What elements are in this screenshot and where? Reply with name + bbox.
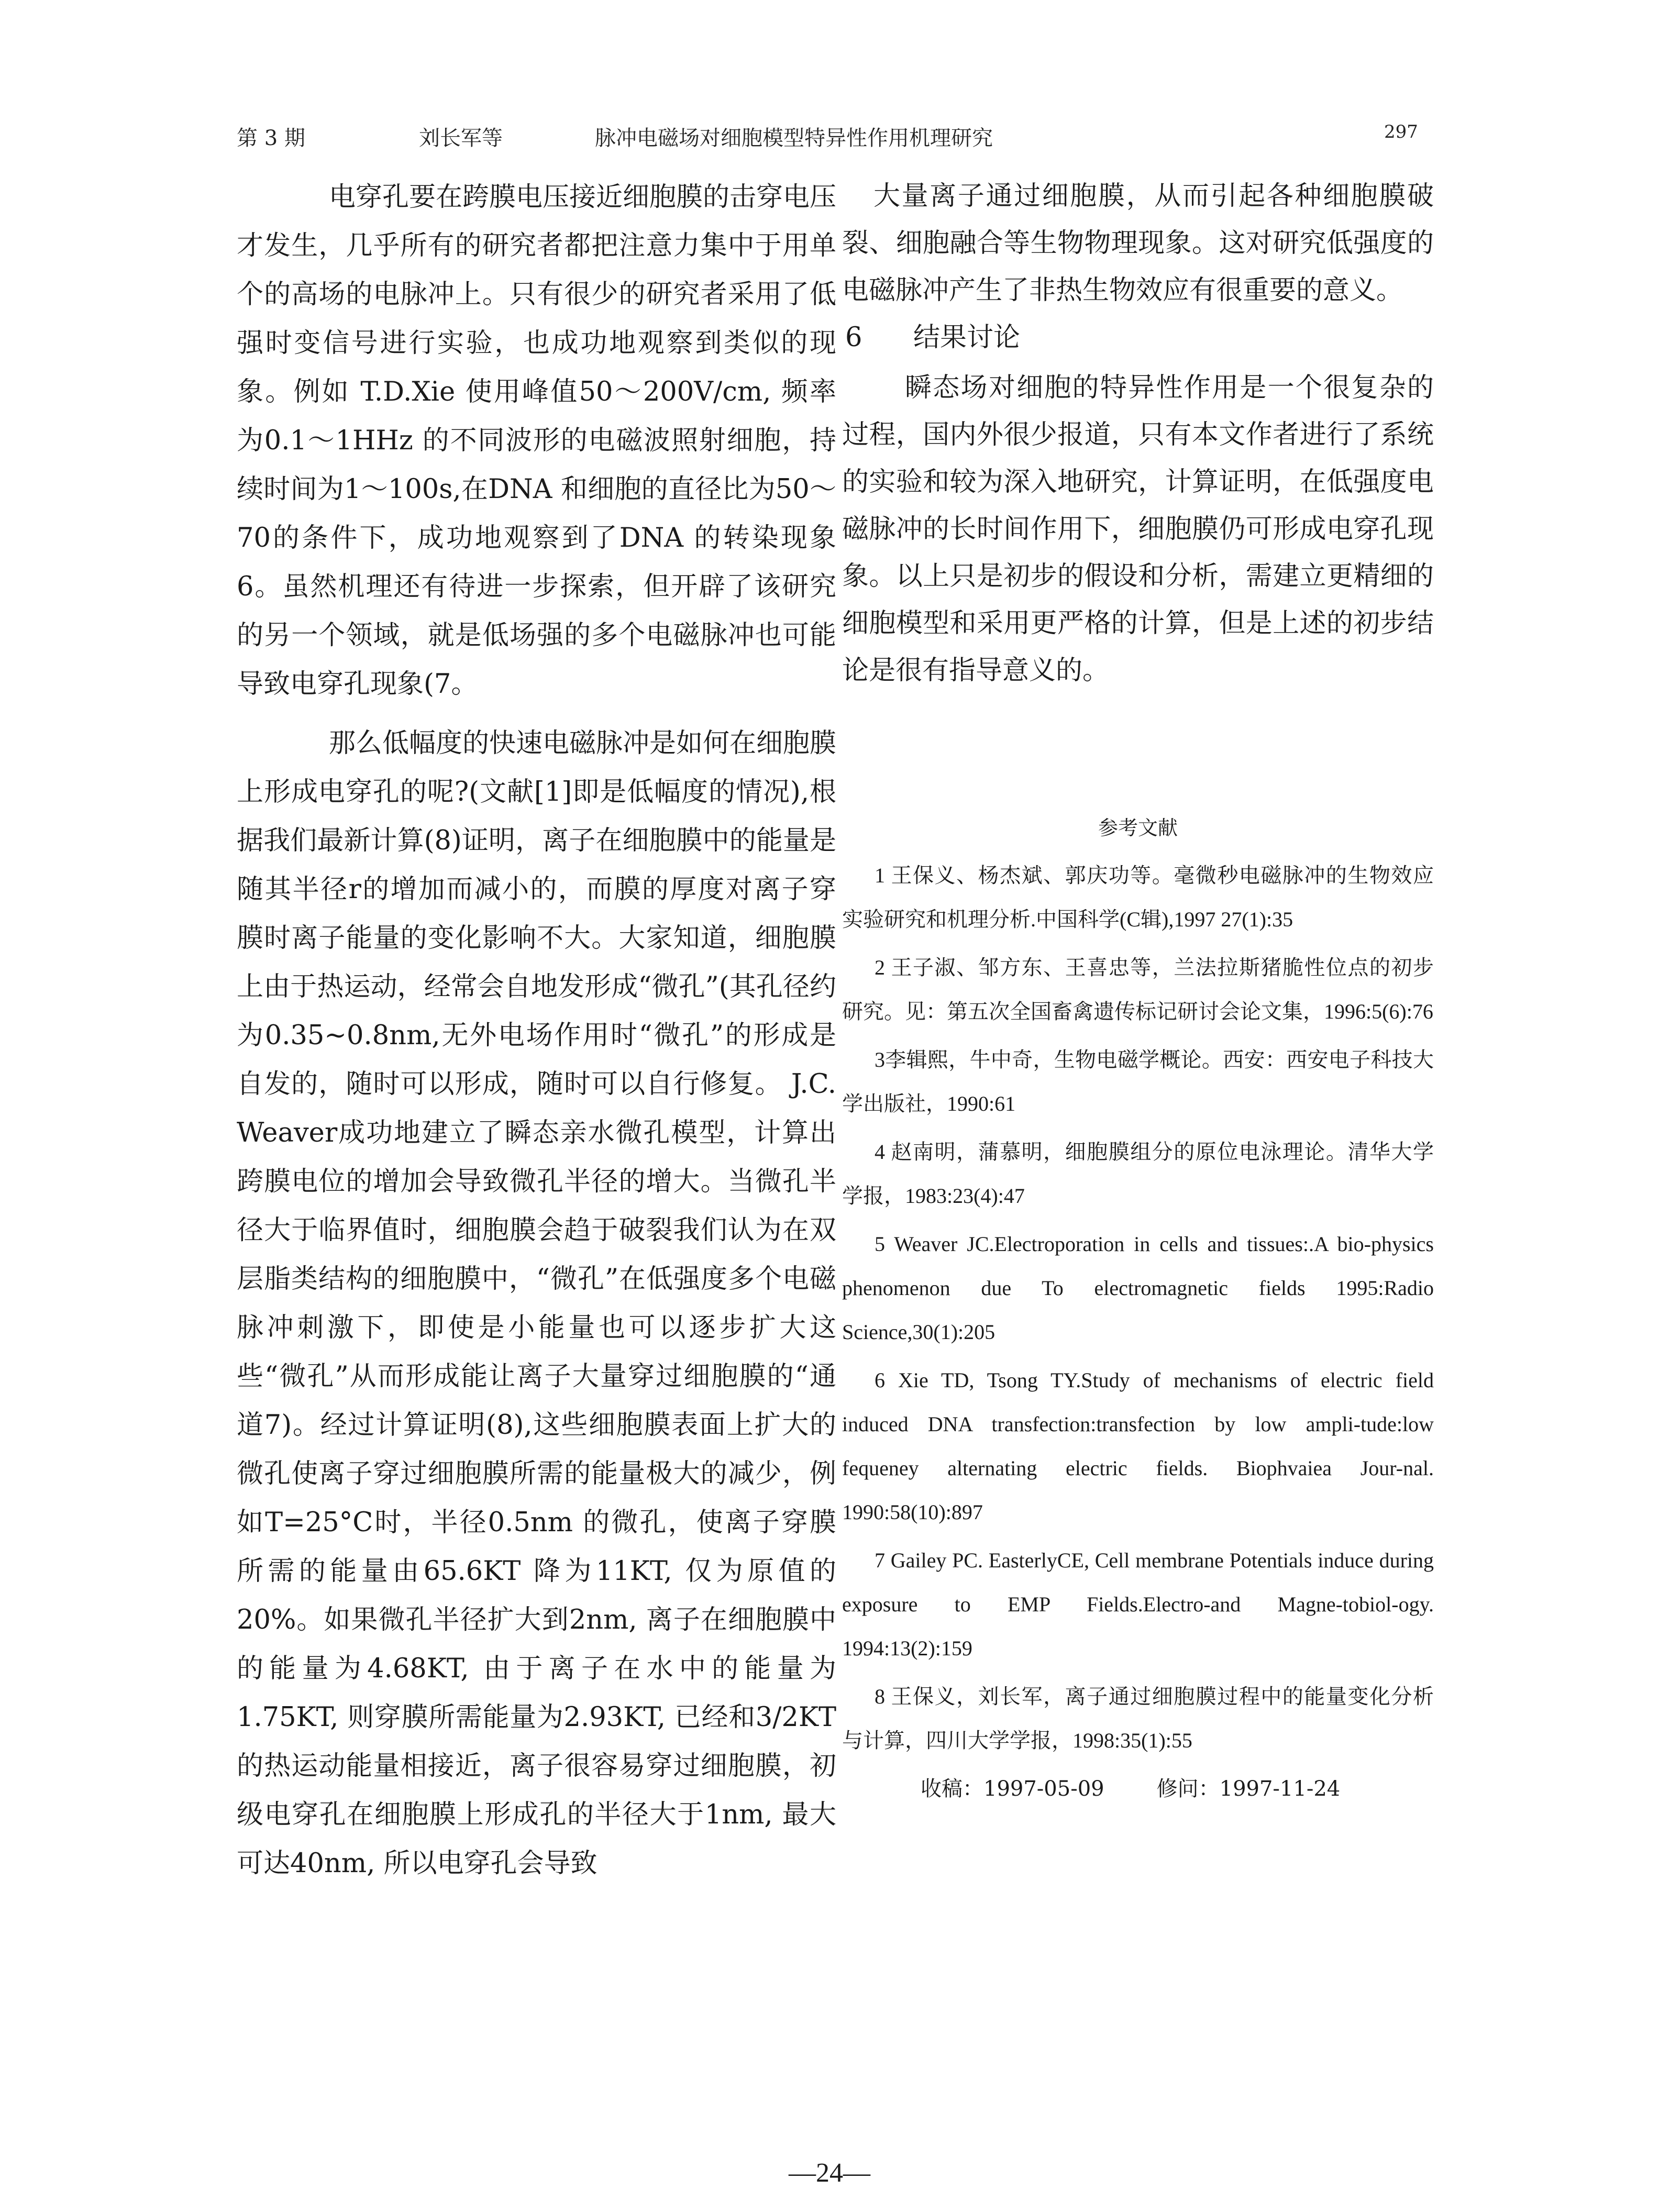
section-title: 结果讨论 (913, 322, 1021, 353)
body-paragraph: 电穿孔要在跨膜电压接近细胞膜的击穿电压才发生，几乎所有的研究者都把注意力集中于用单个的高场的电脉冲上。只有很少的研究者采用了低强时变信号进行实验，也成功地观察到类似的现象。例如 T.D.Xie 使用峰值50～200V/cm, 频率为0.1～1HHz 的不同波形的电磁波照射细胞，持续时间为1～100s,在DNA 和细胞的直径比为50～70的条件下，成功地观察到了DNA 的转染现象6。虽然机理还有待进一步探索，但开辟了该研究的另一个领域，就是低场强的多个电磁脉冲也可能导致电穿孔现象(7。 (237, 182, 837, 700)
reference-item: 3李辑熙，牛中奇，生物电磁学概论。西安：西安电子科技大学出版社，1990:61 (842, 1048, 1434, 1115)
header-authors: 刘长军等 (419, 126, 503, 150)
references-title: 参考文献 (1098, 816, 1178, 839)
reference-item: 5 Weaver JC.Electroporation in cells and tissues:.A bio-physics phenomenon due To electromagnetic fields 1995:Radio Science,30(1):205 (842, 1232, 1434, 1344)
manuscript-dates (842, 1768, 1434, 1810)
received-date: 收稿：1997-05-09 (921, 1777, 1104, 1801)
section-heading (842, 314, 1434, 361)
running-header (0, 121, 1659, 158)
left-column (237, 173, 836, 1888)
footer-page-number: —24— (789, 2158, 870, 2188)
body-paragraph: 瞬态场对细胞的特异性作用是一个很复杂的过程，国内外很少报道，只有本文作者进行了系统的实验和较为深入地研究，计算证明，在低强度电磁脉冲的长时间作用下，细胞膜仍可形成电穿孔现象。以上只是初步的假设和分析，需建立更精细的细胞模型和采用更严格的计算，但是上述的初步结论是很有指导意义的。 (842, 372, 1434, 686)
reference-item: 4 赵南明，蒲慕明，细胞膜组分的原位电泳理论。清华大学学报，1983:23(4):47 (842, 1140, 1434, 1208)
reference-item: 8 王保义，刘长军，离子通过细胞膜过程中的能量变化分析与计算，四川大学学报，1998:35(1):55 (842, 1685, 1434, 1752)
reference-item: 7 Gailey PC. EasterlyCE, Cell membrane Potentials induce during exposure to EMP Fields.Electro-and Magne-tobiol-ogy. 1994:13(2):159 (842, 1549, 1434, 1660)
header-title: 脉冲电磁场对细胞模型特异性作用机理研究 (595, 126, 993, 150)
references-section (842, 810, 1434, 1810)
section-number: 6 (845, 322, 862, 353)
reference-item: 6 Xie TD, Tsong TY.Study of mechanisms of electric field induced DNA transfection:transfection by low ampli-tude:low fequeney alternating electric fields. Biophvaiea Jour-nal. 1990:58(10):897 (842, 1368, 1434, 1524)
body-paragraph: 大量离子通过细胞膜，从而引起各种细胞膜破裂、细胞融合等生物物理现象。这对研究低强度的电磁脉冲产生了非热生物效应有很重要的意义。 (842, 181, 1434, 306)
header-page-number: 297 (1384, 121, 1418, 142)
reference-item: 1 王保义、杨杰斌、郭庆功等。毫微秒电磁脉冲的生物效应实验研究和机理分析.中国科学(C辑),1997 27(1):35 (842, 864, 1434, 931)
right-column (842, 173, 1434, 1810)
body-paragraph: 那么低幅度的快速电磁脉冲是如何在细胞膜上形成电穿孔的呢?(文献[1]即是低幅度的情况),根据我们最新计算(8)证明，离子在细胞膜中的能量是随其半径r的增加而减小的，而膜的厚度对离子穿膜时离子能量的变化影响不大。大家知道，细胞膜上由于热运动，经常会自地发形成“微孔”(其孔径约为0.35~0.8nm,无外电场作用时“微孔”的形成是自发的，随时可以形成，随时可以自行修复。 J.C. Weaver成功地建立了瞬态亲水微孔模型，计算出跨膜电位的增加会导致微孔半径的增大。当微孔半径大于临界值时，细胞膜会趋于破裂我们认为在双层脂类结构的细胞膜中，“微孔”在低强度多个电磁脉冲刺激下，即使是小能量也可以逐步扩大这些“微孔”从而形成能让离子大量穿过细胞膜的“通道7)。经过计算证明(8),这些细胞膜表面上扩大的微孔使离子穿过细胞膜所需的能量极大的减少，例如T=25°C时，半径0.5nm 的微孔，使离子穿膜所需的能量由65.6KT 降为11KT, 仅为原值的20%。如果微孔半径扩大到2nm, 离子在细胞膜中的能量为4.68KT, 由于离子在水中的能量为1.75KT, 则穿膜所需能量为2.93KT, 已经和3/2KT 的热运动能量相接近，离子很容易穿过细胞膜，初级电穿孔在细胞膜上形成孔的半径大于1nm, 最大可达40nm, 所以电穿孔会导致 (237, 728, 837, 1879)
revised-date: 修问：1997-11-24 (1156, 1777, 1341, 1801)
reference-item: 2 王子淑、邹方东、王喜忠等，兰法拉斯猪脆性位点的初步研究。见：第五次全国畜禽遗传标记研讨会论文集，1996:5(6):76 (842, 956, 1434, 1023)
issue-number: 第 3 期 (237, 126, 305, 150)
